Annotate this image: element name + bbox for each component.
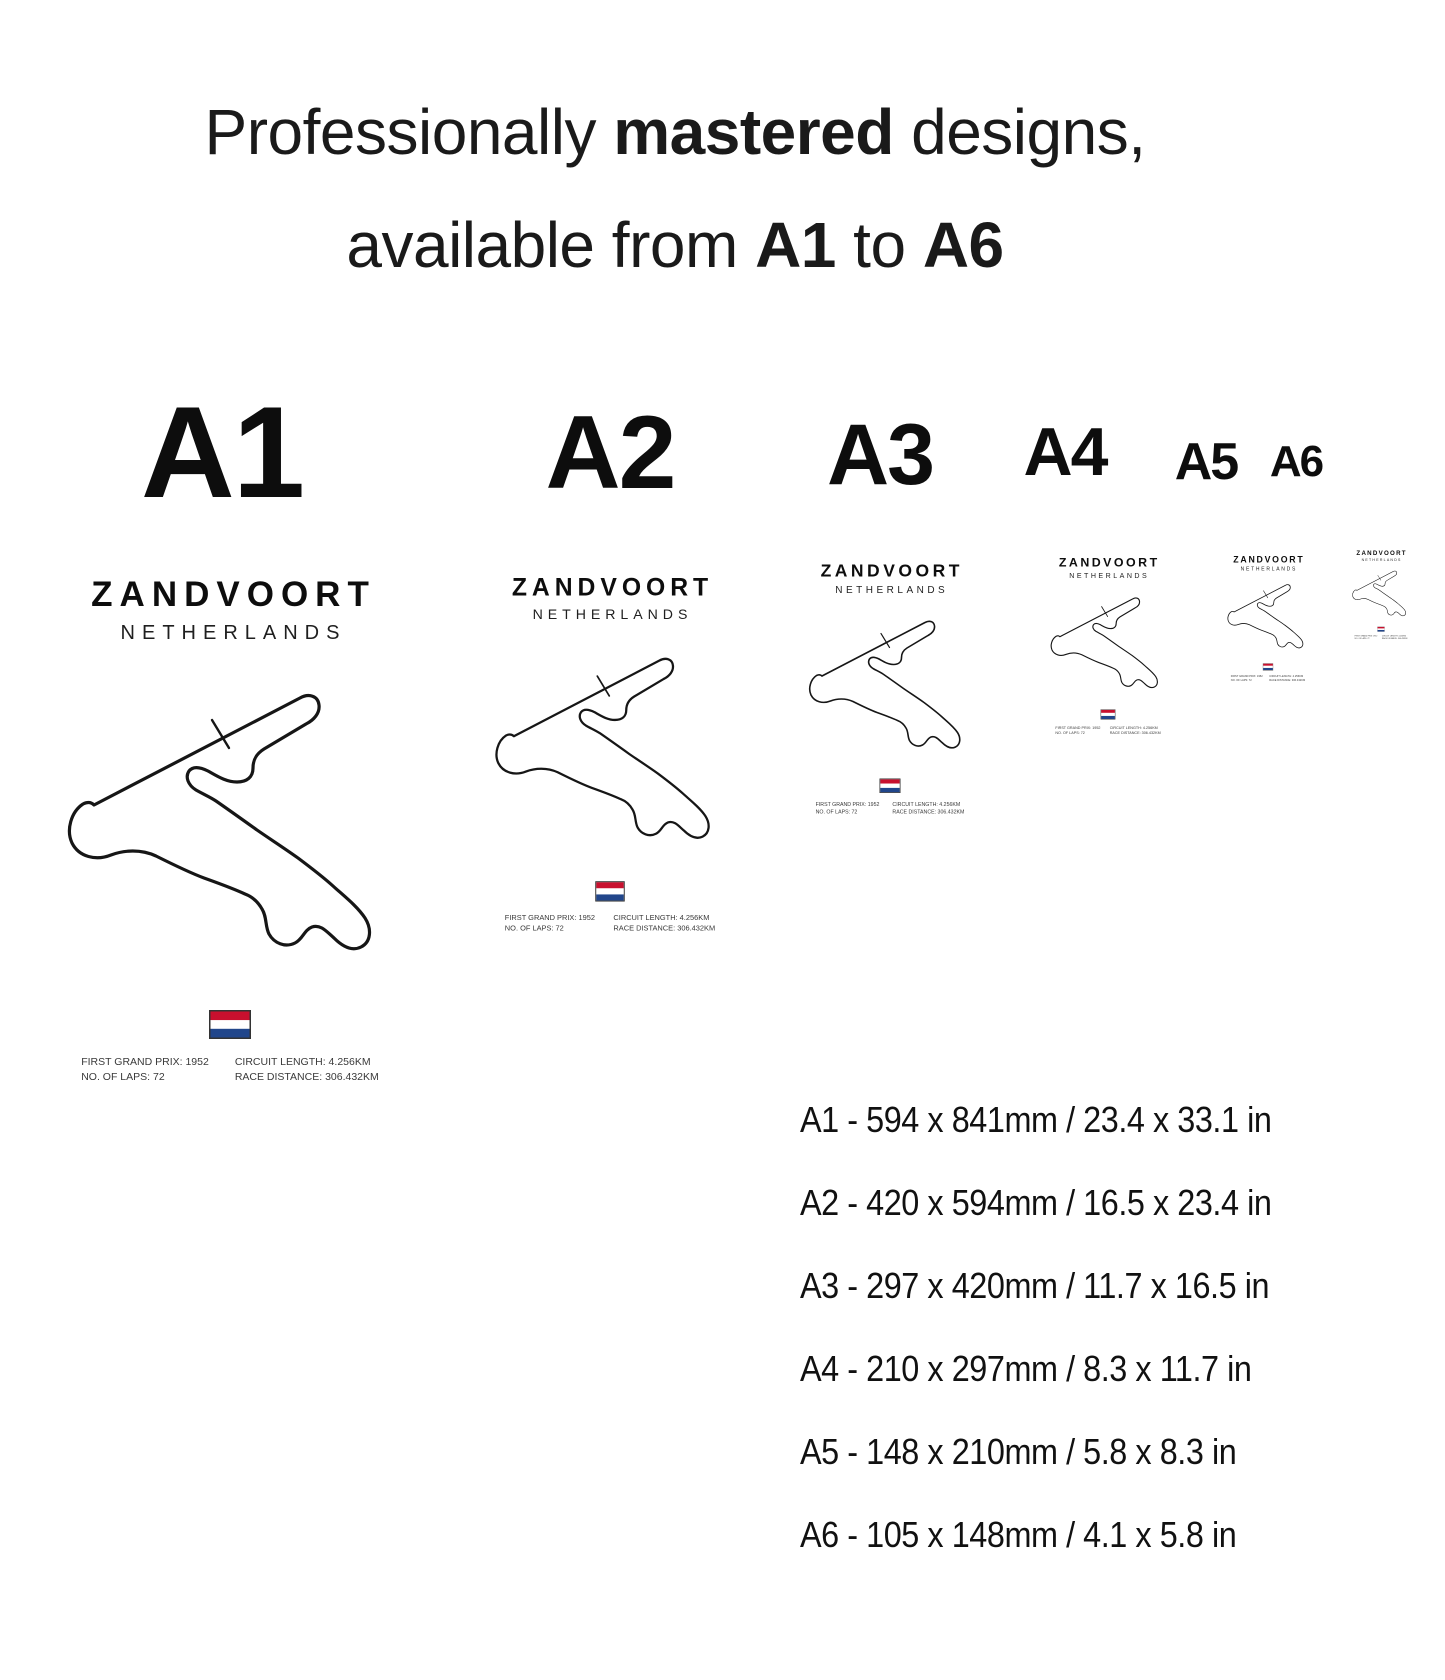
- stat-length: CIRCUIT LENGTH: 4.256KM: [1109, 725, 1158, 730]
- stat-length: CIRCUIT LENGTH: 4.256KM: [892, 801, 961, 808]
- stat-distance: RACE DISTANCE: 306.432KM: [1109, 730, 1161, 736]
- netherlands-flag-icon: [1377, 627, 1384, 632]
- poster-a1: [65, 577, 395, 1085]
- poster-subtitle: NETHERLANDS: [1069, 571, 1150, 580]
- size-row-a1: A1 - 594 x 841mm / 23.4 x 33.1 in: [800, 1099, 1272, 1140]
- title-bold-a1: A1: [755, 209, 836, 281]
- title-bold-a6: A6: [922, 209, 1004, 281]
- track-outline: [495, 656, 725, 848]
- title-text: designs,: [893, 96, 1146, 168]
- stat-laps: NO. OF LAPS: 72: [1230, 678, 1252, 682]
- poster-subtitle: NETHERLANDS: [532, 606, 693, 623]
- page-title-line1: [204, 96, 1146, 168]
- stat-length: CIRCUIT LENGTH: 4.256KM: [1269, 674, 1304, 678]
- poster-subtitle: NETHERLANDS: [1361, 557, 1402, 562]
- stat-first-gp: FIRST GRAND PRIX: 1952: [815, 801, 880, 808]
- poster-title: ZANDVOORT: [511, 573, 714, 602]
- size-row-a4: A4 - 210 x 297mm / 8.3 x 11.7 in: [800, 1348, 1252, 1389]
- poster-title: ZANDVOORT: [91, 575, 376, 614]
- poster-subtitle: NETHERLANDS: [835, 584, 949, 596]
- size-row-a5: A5 - 148 x 210mm / 5.8 x 8.3 in: [800, 1431, 1237, 1472]
- stat-first-gp: FIRST GRAND PRIX: 1952: [81, 1056, 209, 1068]
- stat-distance: RACE DISTANCE: 306.432KM: [1381, 637, 1408, 640]
- stat-distance: RACE DISTANCE: 306.432KM: [234, 1071, 379, 1084]
- stat-laps: NO. OF LAPS: 72: [1354, 637, 1370, 640]
- size-label-a5: A5: [1174, 433, 1238, 491]
- size-label-a1: A1: [140, 379, 304, 525]
- stat-first-gp: FIRST GRAND PRIX: 1952: [504, 913, 596, 923]
- stat-laps: NO. OF LAPS: 72: [504, 924, 564, 933]
- stat-first-gp: FIRST GRAND PRIX: 1952: [1055, 725, 1101, 730]
- stat-distance: RACE DISTANCE: 306.432KM: [1269, 678, 1306, 682]
- title-text: to: [835, 209, 923, 281]
- poster-stats: [65, 1055, 395, 1085]
- size-label-a6: A6: [1269, 437, 1323, 486]
- title-bold-mastered: mastered: [613, 96, 894, 168]
- track-outline: [67, 692, 393, 964]
- size-label-a3: A3: [827, 407, 933, 503]
- poster-subtitle: NETHERLANDS: [120, 622, 347, 644]
- size-dimension-list: [800, 1078, 1271, 1576]
- stat-laps: NO. OF LAPS: 72: [81, 1071, 165, 1084]
- stat-first-gp: FIRST GRAND PRIX: 1952: [1230, 674, 1263, 678]
- poster-a6: [1216, 550, 1445, 1058]
- page-title-line2: [346, 209, 1004, 281]
- poster-stats: [493, 913, 726, 935]
- stat-distance: RACE DISTANCE: 306.432KM: [892, 809, 965, 816]
- netherlands-flag-icon: [595, 881, 625, 902]
- stat-first-gp: FIRST GRAND PRIX: 1952: [1354, 634, 1378, 637]
- title-text: Professionally: [204, 96, 614, 168]
- netherlands-flag-icon: [209, 1010, 251, 1039]
- track-outline: [1352, 570, 1410, 618]
- stat-laps: NO. OF LAPS: 72: [815, 809, 858, 816]
- poster-subtitle: NETHERLANDS: [1240, 566, 1298, 572]
- poster-title: ZANDVOORT: [1233, 554, 1305, 565]
- size-row-a6: A6 - 105 x 148mm / 4.1 x 5.8 in: [800, 1514, 1237, 1555]
- poster-title: ZANDVOORT: [1058, 555, 1160, 570]
- poster-title: ZANDVOORT: [1356, 549, 1407, 557]
- title-text: available from: [346, 209, 756, 281]
- size-label-a4: A4: [1023, 414, 1107, 490]
- stat-length: CIRCUIT LENGTH: 4.256KM: [1381, 634, 1406, 637]
- stat-laps: NO. OF LAPS: 72: [1055, 730, 1085, 736]
- size-label-a2: A2: [545, 395, 675, 511]
- size-row-a3: A3 - 297 x 420mm / 11.7 x 16.5 in: [800, 1265, 1270, 1306]
- poster-title: ZANDVOORT: [820, 561, 963, 581]
- stat-distance: RACE DISTANCE: 306.432KM: [613, 924, 716, 933]
- size-row-a2: A2 - 420 x 594mm / 16.5 x 23.4 in: [800, 1182, 1272, 1223]
- stat-length: CIRCUIT LENGTH: 4.256KM: [613, 913, 710, 923]
- netherlands-flag-icon: [880, 779, 901, 794]
- stat-length: CIRCUIT LENGTH: 4.256KM: [234, 1056, 371, 1068]
- poster-stats: [1352, 635, 1410, 640]
